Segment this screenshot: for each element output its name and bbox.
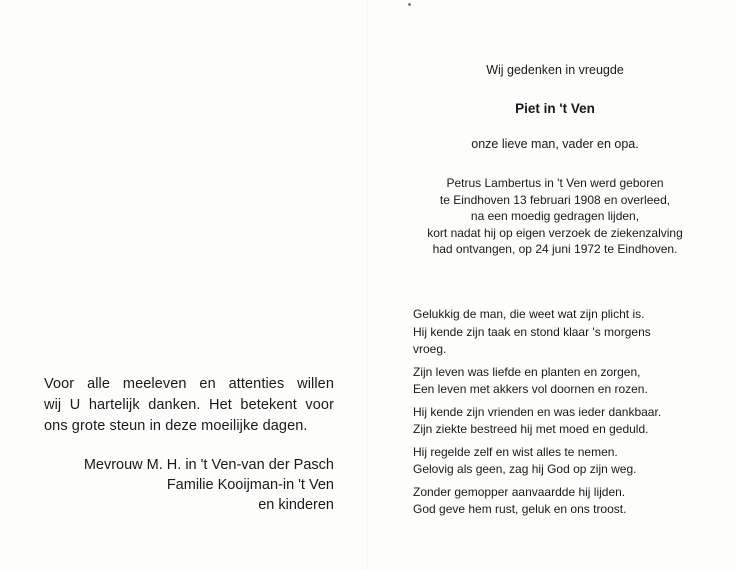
poem-line: Hij regelde zelf en wist alles te nemen. xyxy=(413,444,618,459)
signature-line: Mevrouw M. H. in 't Ven-van der Pasch xyxy=(83,457,334,473)
left-panel xyxy=(44,374,334,515)
thanks-message xyxy=(44,374,334,437)
bio-line: te Eindhoven 13 februari 1908 en overleed, xyxy=(439,192,671,207)
deceased-name: Piet in 't Ven xyxy=(515,101,595,116)
paper-speck xyxy=(408,3,411,6)
thanks-line: ons grote steun in deze moeilijke dagen. xyxy=(44,418,308,434)
poem-line: Zijn ziekte bestreed hij met moed en geduld. xyxy=(413,422,649,436)
loving-description: onze lieve man, vader en opa. xyxy=(471,137,639,151)
poem-line: Hij kende zijn taak en stond klaar 's morgens xyxy=(413,324,651,339)
poem-stanza xyxy=(413,484,713,519)
signature-line: Familie Kooijman-in 't Ven xyxy=(166,477,334,493)
poem-line: Zijn leven was liefde en planten en zorgen, xyxy=(413,364,641,379)
poem-stanza xyxy=(413,306,713,359)
remember-heading: Wij gedenken in vreugde xyxy=(486,63,624,77)
poem-line: God geve hem rust, geluk en ons troost. xyxy=(413,502,627,516)
bio-line: kort nadat hij op eigen verzoek de ziekenzalving xyxy=(427,225,683,240)
poem-line: Hij kende zijn vrienden en was ieder dankbaar. xyxy=(413,404,662,419)
poem-stanza xyxy=(413,404,713,439)
poem-line: Een leven met akkers vol doornen en rozen. xyxy=(413,382,648,396)
bio-line: Petrus Lambertus in 't Ven werd geboren xyxy=(446,176,664,190)
poem-line: Gelovig als geen, zag hij God op zijn weg. xyxy=(413,462,637,476)
biography xyxy=(405,175,705,258)
poem xyxy=(413,306,713,524)
poem-stanza xyxy=(413,444,713,479)
poem-line: Gelukkig de man, die weet wat zijn plicht is. xyxy=(413,307,645,321)
poem-line: vroeg. xyxy=(413,342,447,356)
bio-line: had ontvangen, op 24 juni 1972 te Eindhoven. xyxy=(432,242,678,256)
card-fold xyxy=(367,0,368,570)
poem-line: Zonder gemopper aanvaardde hij lijden. xyxy=(413,484,626,499)
thanks-line: Voor alle meeleven en attenties willen xyxy=(44,376,334,392)
thanks-line: wij U hartelijk danken. Het betekent voor xyxy=(44,397,334,413)
poem-stanza xyxy=(413,364,713,399)
bio-line: na een moedig gedragen lijden, xyxy=(470,209,640,223)
signatures xyxy=(44,455,334,515)
signature-line: en kinderen xyxy=(258,497,334,513)
